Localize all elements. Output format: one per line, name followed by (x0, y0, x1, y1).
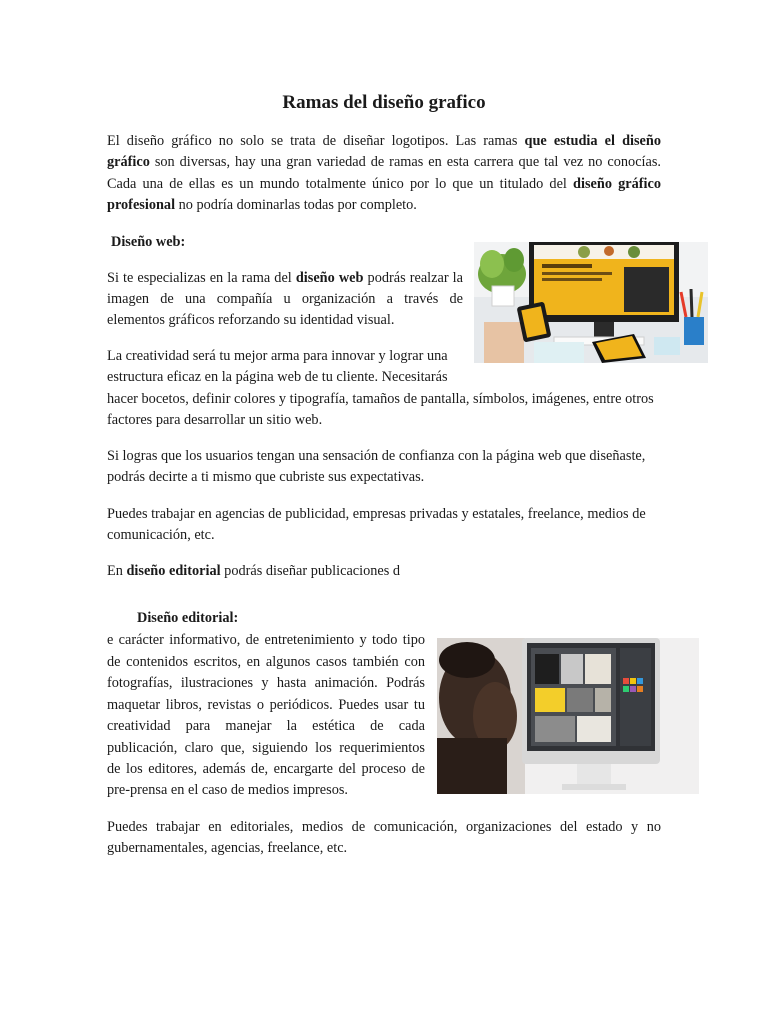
editorial-p2-line-2: gubernamentales, agencias, freelance, etc. (107, 840, 348, 856)
editorial-line: de los editores, además de, encargarte del proceso de (107, 761, 425, 777)
intro-bold: diseño gráfico (573, 176, 661, 192)
web-text: En (107, 563, 123, 579)
intro-text: El diseño gráfico no solo se trata de diseñar logotipos. Las ramas (107, 133, 518, 149)
intro-line-1 (107, 131, 661, 153)
web-p3-line-2: podrás decirte a ti mismo que cubriste sus expectativas. (107, 469, 425, 485)
editorial-line: de contenidos escritos, en algunos casos también con (107, 654, 425, 670)
intro-line-4 (107, 195, 417, 217)
section-heading-editorial: Diseño editorial: (137, 610, 239, 626)
web-bold: diseño editorial (126, 563, 221, 579)
editorial-design-photo (437, 638, 699, 794)
web-p3-line-1: Si logras que los usuarios tengan una sensación de confianza con la página web que diseñaste, (107, 448, 646, 464)
editorial-p2-line-1: Puedes trabajar en editoriales, medios de comunicación, organizaciones del estado y no (107, 819, 661, 835)
intro-text: son diversas, hay una gran variedad de ramas en esta carrera que tal vez no conocías. (154, 154, 661, 170)
intro-bold: profesional (107, 197, 176, 213)
web-bold: diseño web (295, 270, 364, 286)
web-p4-line-1: Puedes trabajar en agencias de publicidad, empresas privadas y estatales, freelance, medios de (107, 506, 646, 522)
editorial-line: e carácter informativo, de entretenimiento y todo tipo (107, 632, 425, 648)
intro-line-3 (107, 174, 661, 196)
editorial-line: pre-prensa en el caso de medios impresos. (107, 782, 348, 798)
intro-line-2 (107, 152, 661, 174)
intro-text: Cada una de ellas es un mundo totalmente único por lo que un titulado del (107, 176, 567, 192)
web-p1-line-2: imagen de una compañía u organización a través de (107, 291, 463, 307)
web-p2-line-1: La creatividad será tu mejor arma para innovar y lograr una (107, 348, 448, 364)
web-p4-line-2: comunicación, etc. (107, 527, 215, 543)
intro-text: no podría dominarlas todas por completo. (178, 197, 417, 213)
web-p2-line-2: estructura eficaz en la página web de tu cliente. Necesitarás (107, 369, 448, 385)
editorial-line: fotografías, ilustraciones y hasta animación. Podrás (107, 675, 425, 691)
web-p5-line-1 (107, 561, 400, 583)
intro-bold: que estudia el diseño (524, 133, 662, 149)
editorial-line: maquetar libros, revistas o periódicos. Puedes usar tu (107, 697, 425, 713)
web-design-illustration (474, 242, 708, 363)
web-p2-line-3: hacer bocetos, definir colores y tipografía, tamaños de pantalla, símbolos, imágenes, entre otros (107, 391, 654, 407)
page-title: Ramas del diseño grafico (282, 92, 486, 113)
web-design-photo (474, 242, 708, 363)
editorial-design-illustration (437, 638, 699, 794)
web-text: podrás diseñar publicaciones d (224, 563, 401, 579)
editorial-line: publicación, claro que, siguiendo los requerimientos (107, 740, 425, 756)
web-text: podrás realzar la (367, 270, 463, 286)
web-text: Si te especializas en la rama del (107, 270, 292, 286)
web-p1-line-1 (107, 268, 463, 290)
web-p2-line-4: factores para desarrollar un sitio web. (107, 412, 323, 428)
section-heading-web: Diseño web: (111, 234, 186, 250)
intro-bold: gráfico (107, 154, 150, 170)
editorial-line: creatividad para manejar la estética de cada (107, 718, 425, 734)
web-p1-line-3: elementos gráficos reforzando su identidad visual. (107, 312, 395, 328)
